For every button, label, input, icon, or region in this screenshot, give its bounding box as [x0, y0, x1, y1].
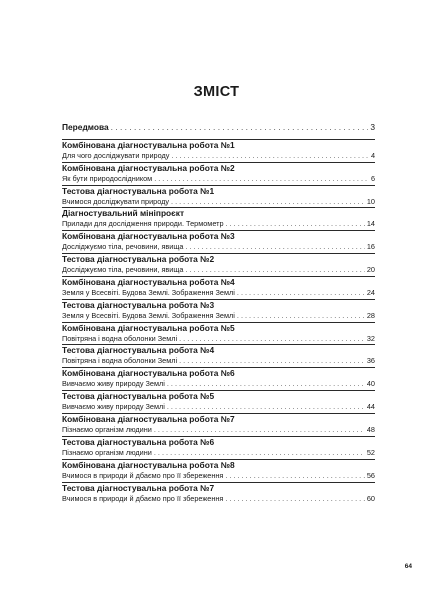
- toc-entry[interactable]: [62, 163, 375, 186]
- toc-subtitle: Повітряна і водна оболонки Землі: [62, 333, 178, 343]
- toc-page-number: 10: [366, 196, 375, 206]
- toc-heading: Тестова діагностувальна робота №6: [62, 436, 215, 447]
- toc-page-number: 60: [366, 493, 375, 503]
- dot-leader: [171, 151, 369, 162]
- page-title: ЗМІСТ: [193, 84, 240, 100]
- toc-entry[interactable]: [62, 231, 375, 254]
- toc-subtitle: Досліджуємо тіла, речовини, явища: [62, 242, 184, 252]
- toc-heading: Комбінована діагностувальна робота №2: [62, 162, 235, 173]
- toc-entry[interactable]: [62, 368, 375, 391]
- toc-page-number: 52: [366, 447, 375, 457]
- dot-leader: [154, 174, 369, 185]
- toc-page-number: 4: [370, 150, 375, 160]
- toc-entry[interactable]: [62, 391, 375, 414]
- toc-subtitle: Пізнаємо організм людини: [62, 424, 152, 434]
- toc-page-number: 16: [366, 242, 375, 252]
- page-number: 64: [404, 563, 412, 570]
- dot-leader: [185, 242, 364, 253]
- dot-leader: [154, 448, 365, 459]
- toc-page-number: 28: [366, 310, 375, 320]
- table-of-contents: [62, 117, 375, 504]
- dot-leader: [225, 494, 365, 505]
- toc-page-number: 3: [370, 122, 375, 133]
- dot-leader: [185, 265, 364, 276]
- toc-heading: Тестова діагностувальна робота №2: [62, 254, 215, 265]
- toc-heading: Комбінована діагностувальна робота №5: [62, 322, 235, 333]
- toc-page-number: 6: [370, 173, 375, 183]
- toc-heading: Комбінована діагностувальна робота №6: [62, 368, 235, 379]
- toc-page-number: 24: [366, 287, 375, 297]
- toc-subtitle: Повітряна і водна оболонки Землі: [62, 356, 178, 366]
- toc-subtitle: Вчимося в природи й дбаємо про її збереження: [62, 470, 224, 480]
- dot-leader: [237, 311, 365, 322]
- toc-heading: Тестова діагностувальна робота №7: [62, 482, 215, 493]
- toc-heading: Тестова діагностувальна робота №3: [62, 299, 215, 310]
- toc-heading: Діагностувальний мініпроєкт: [62, 208, 185, 219]
- dot-leader: [237, 288, 365, 299]
- toc-entry[interactable]: [62, 140, 375, 163]
- dot-leader: [167, 379, 365, 390]
- toc-heading: Комбінована діагностувальна робота №8: [62, 459, 235, 470]
- toc-heading: Тестова діагностувальна робота №4: [62, 345, 215, 356]
- toc-page-number: 44: [366, 402, 375, 412]
- toc-subtitle: Земля у Всесвіті. Будова Землі. Зображення Землі: [62, 310, 235, 320]
- dot-leader: [179, 334, 365, 345]
- toc-heading: Комбінована діагностувальна робота №4: [62, 276, 235, 287]
- toc-page-number: 36: [366, 356, 375, 366]
- toc-entry[interactable]: [62, 300, 375, 323]
- toc-subtitle: Земля у Всесвіті. Будова Землі. Зображення Землі: [62, 287, 235, 297]
- toc-subtitle: Вивчаємо живу природу Землі: [62, 402, 165, 412]
- dot-leader: [154, 425, 365, 436]
- toc-entry[interactable]: [62, 345, 375, 368]
- toc-page-number: 20: [366, 265, 375, 275]
- toc-heading: Комбінована діагностувальна робота №3: [62, 231, 235, 242]
- toc-entry[interactable]: [62, 483, 375, 505]
- toc-heading: Комбінована діагностувальна робота №7: [62, 413, 235, 424]
- toc-page-number: 14: [366, 219, 375, 229]
- dot-leader: [167, 402, 365, 413]
- toc-subtitle: Вчимося досліджувати природу: [62, 196, 170, 206]
- toc-heading: Тестова діагностувальна робота №1: [62, 185, 215, 196]
- toc-subtitle: Вивчаємо живу природу Землі: [62, 379, 165, 389]
- dot-leader: [179, 356, 365, 367]
- toc-entry[interactable]: [62, 254, 375, 277]
- toc-subtitle: Як бути природослідником: [62, 173, 153, 183]
- dot-leader: [225, 471, 365, 482]
- toc-page-number: 40: [366, 379, 375, 389]
- toc-entry[interactable]: [62, 208, 375, 231]
- toc-subtitle: Для чого досліджувати природу: [62, 150, 170, 160]
- toc-entry[interactable]: [62, 323, 375, 346]
- toc-subtitle: Прилади для дослідження природи. Термометр: [62, 219, 224, 229]
- toc-page-number: 56: [366, 470, 375, 480]
- toc-entry[interactable]: [62, 460, 375, 483]
- dot-leader: [171, 197, 365, 208]
- toc-entry[interactable]: [62, 186, 375, 209]
- toc-entry[interactable]: [62, 277, 375, 300]
- toc-page-number: 32: [366, 333, 375, 343]
- toc-entry-preface[interactable]: [62, 117, 375, 140]
- toc-subtitle: Пізнаємо організм людини: [62, 447, 152, 457]
- toc-heading: Передмова: [62, 122, 109, 133]
- toc-entry[interactable]: [62, 414, 375, 437]
- toc-heading: Тестова діагностувальна робота №5: [62, 391, 215, 402]
- toc-subtitle: Досліджуємо тіла, речовини, явища: [62, 265, 184, 275]
- toc-page-number: 48: [366, 424, 375, 434]
- toc-entry[interactable]: [62, 437, 375, 460]
- dot-leader: [226, 219, 365, 230]
- dot-leader: [111, 122, 369, 133]
- toc-subtitle: Вчимося в природи й дбаємо про її збереження: [62, 493, 224, 503]
- toc-heading: Комбінована діагностувальна робота №1: [62, 139, 235, 150]
